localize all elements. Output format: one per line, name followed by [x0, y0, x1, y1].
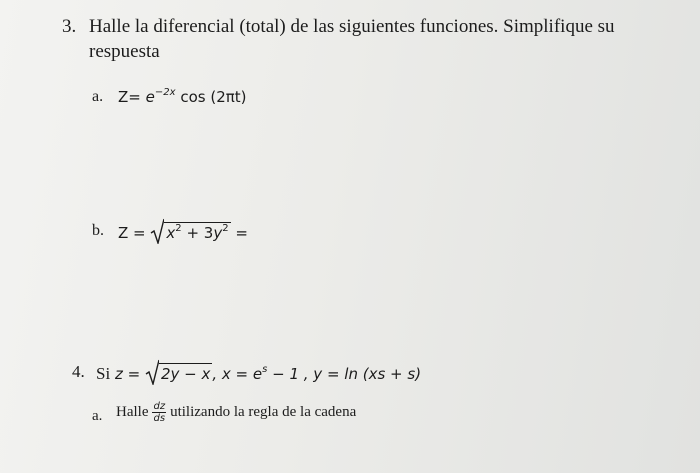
item-4a-rest: utilizando la regla de la cadena [170, 404, 357, 420]
question-3-text-line1: Halle la diferencial (total) de las siguientes funciones. Simplifique su [89, 16, 615, 37]
item-4a-frac-num: dz [153, 401, 166, 412]
item-3b-lhs: Z = [118, 224, 146, 242]
item-3b-equation [118, 222, 248, 242]
item-4a-halle: Halle [116, 404, 149, 420]
question-4-number: 4. [72, 362, 85, 381]
item-3a-lhs: Z= [118, 88, 141, 106]
item-3b-radicand: $x^2 + 3y^2$ [166, 223, 229, 242]
question-4-radicand: 2y − x [160, 365, 211, 383]
item-3b-sqrt [150, 222, 230, 242]
question-4-sqrt [145, 363, 212, 383]
question-4-e-base: e [252, 365, 263, 383]
item-4a-derivative-fraction [152, 401, 166, 424]
item-3b-label: b. [92, 222, 104, 239]
question-4-tail: − 1 , y = ln (xs + s) [267, 365, 422, 383]
item-3a-cos: cos (2πt) [180, 88, 247, 106]
radical-sign-icon [145, 359, 159, 385]
question-3-text-line2: respuesta [89, 41, 160, 62]
item-3b-equals: = [235, 224, 248, 242]
question-4-z-eq: z = [114, 365, 141, 383]
item-3a-exponent: −2x [154, 87, 176, 98]
question-4-e-exp: s [262, 364, 268, 375]
question-3-number: 3. [62, 16, 77, 37]
item-4a-frac-den: ds [153, 413, 166, 424]
item-4a-text [116, 401, 356, 424]
item-3a-equation [118, 88, 247, 106]
question-4-x-eq: , x = [212, 365, 253, 383]
radical-sign-icon [150, 218, 164, 244]
item-4a-label: a. [92, 408, 103, 424]
question-4-si: Si [96, 364, 111, 383]
item-3a-base: e [145, 88, 155, 106]
item-3a-label: a. [92, 88, 104, 105]
question-4-statement [96, 363, 421, 384]
